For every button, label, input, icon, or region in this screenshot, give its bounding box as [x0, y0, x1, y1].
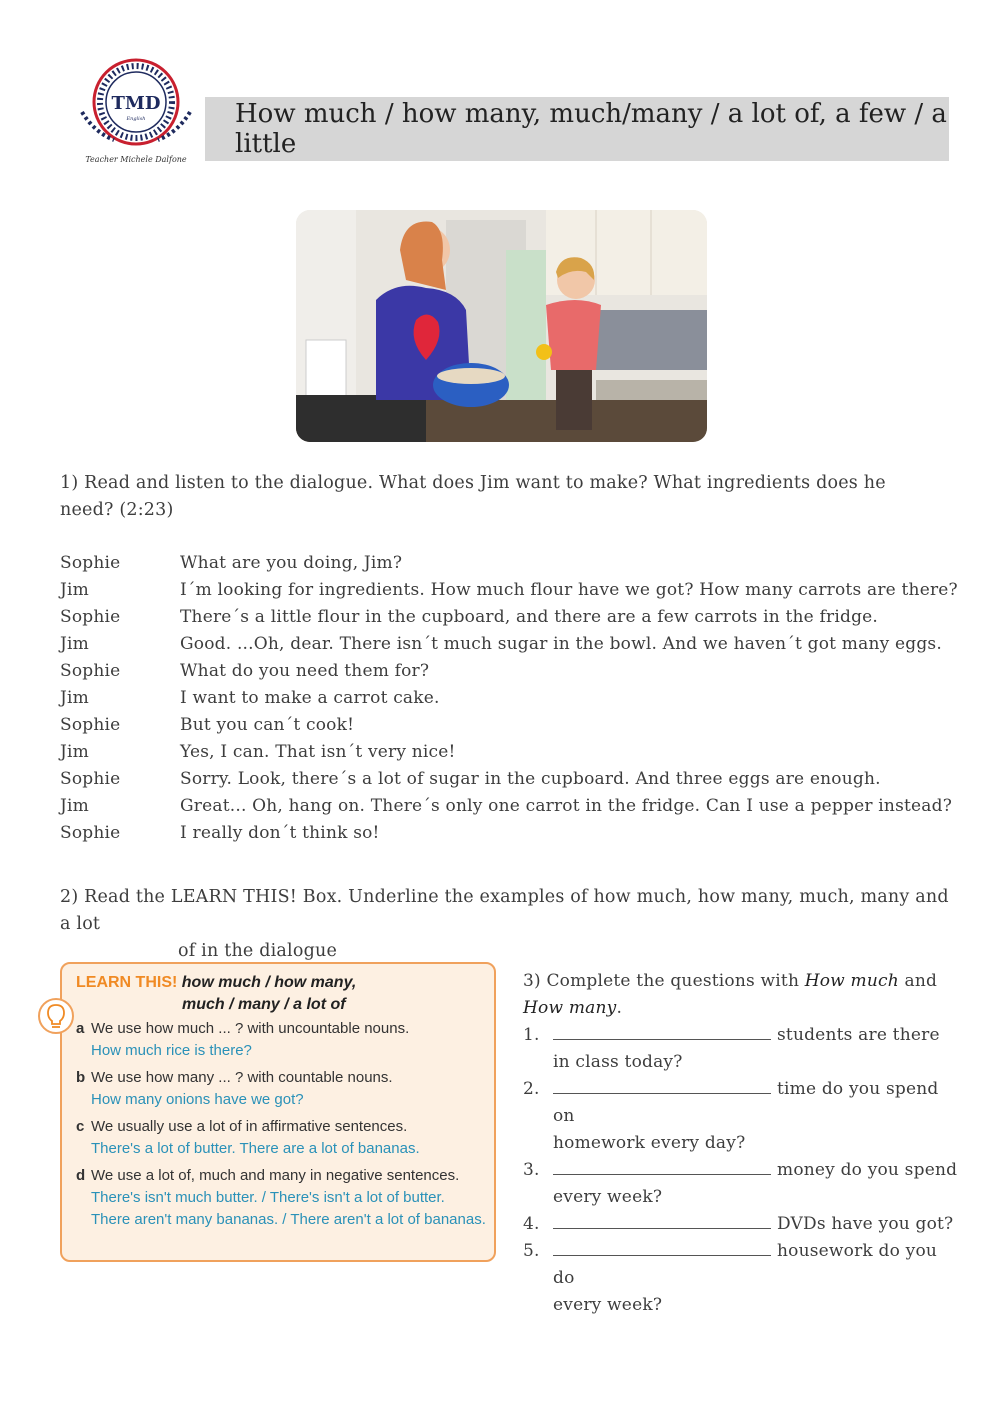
title-bar: [205, 97, 949, 161]
exercise-item: [523, 1238, 963, 1319]
lightbulb-icon: [36, 996, 76, 1036]
item-letter: c: [76, 1118, 85, 1135]
item-letter: a: [76, 1020, 85, 1037]
item-number: 5.: [523, 1241, 540, 1261]
speaker: Sophie: [60, 715, 121, 735]
speaker: Sophie: [60, 769, 121, 789]
speaker: Sophie: [60, 661, 121, 681]
logo-sub: English: [126, 116, 146, 122]
learn-box-label: LEARN THIS!: [76, 974, 178, 991]
learn-item: [76, 1018, 486, 1062]
dialogue-line: [60, 766, 960, 793]
item-letter: d: [76, 1167, 86, 1184]
speaker: Jim: [60, 796, 89, 816]
item-example: There's isn't much butter. / There's isn't a lot of butter. There aren't many bananas. / There aren't a lot of bananas.: [91, 1189, 486, 1228]
page-title: How much / how many, much/many / a lot of, a few / a little: [235, 99, 947, 159]
answer-blank[interactable]: [553, 1158, 771, 1175]
speaker: Sophie: [60, 823, 121, 843]
answer-blank[interactable]: [553, 1077, 771, 1094]
dialogue-line: [60, 739, 960, 766]
learn-item: [76, 1165, 486, 1231]
line-text: Yes, I can. That isn´t very nice!: [180, 742, 456, 762]
line-text: There´s a little flour in the cupboard, and there are a few carrots in the fridge.: [180, 607, 879, 627]
item-rule: We use a lot of, much and many in negative sentences.: [91, 1167, 460, 1184]
item-number: 1.: [523, 1025, 540, 1045]
dialogue-line: [60, 685, 960, 712]
line-text: What are you doing, Jim?: [180, 553, 403, 573]
item-text: money do you spend: [777, 1160, 958, 1180]
speaker: Sophie: [60, 553, 121, 573]
item-text: housework do you do: [553, 1241, 938, 1288]
item-text: time do you spend on: [553, 1079, 939, 1126]
dialogue-line: [60, 550, 960, 577]
answer-blank[interactable]: [553, 1023, 771, 1040]
exercise-item: [523, 1211, 963, 1238]
item-cont: every week?: [553, 1295, 663, 1315]
dialogue-line: [60, 577, 960, 604]
exercise-item: [523, 1157, 963, 1211]
question-1: 1) Read and listen to the dialogue. What does Jim want to make? What ingredients does he need? (2:23): [60, 473, 886, 520]
exercise-3: [523, 968, 963, 1319]
line-text: Good. ...Oh, dear. There isn´t much sugar in the bowl. And we haven´t got many eggs.: [180, 634, 942, 654]
item-text: students are there: [777, 1025, 940, 1045]
line-text: I really don´t think so!: [180, 823, 380, 843]
tmd-logo: [74, 58, 198, 168]
speaker: Jim: [60, 580, 89, 600]
item-cont: every week?: [553, 1187, 663, 1207]
dialogue: [60, 550, 960, 847]
dialogue-line: [60, 793, 960, 820]
question-2: [60, 884, 960, 965]
answer-blank[interactable]: [553, 1212, 771, 1229]
exercise-item: [523, 1022, 963, 1076]
speaker: Sophie: [60, 607, 121, 627]
exercise-item: [523, 1076, 963, 1157]
item-number: 4.: [523, 1214, 540, 1234]
logo-text: TMD: [111, 93, 161, 114]
line-text: I´m looking for ingredients. How much flour have we got? How many carrots are there?: [180, 580, 958, 600]
learn-box-title-1: how much / how many,: [181, 974, 357, 991]
dialogue-line: [60, 712, 960, 739]
item-cont: in class today?: [553, 1052, 683, 1072]
learn-item: [76, 1067, 486, 1111]
item-letter: b: [76, 1069, 86, 1086]
kitchen-photo: [296, 210, 707, 442]
item-number: 3.: [523, 1160, 540, 1180]
speaker: Jim: [60, 742, 89, 762]
learn-this-box: [60, 962, 496, 1262]
logo-caption: Teacher Michele Dalfone: [85, 155, 187, 164]
how-much-text: How much: [804, 971, 899, 991]
and-text: and: [904, 971, 938, 991]
question-2-line1: 2) Read the LEARN THIS! Box. Underline the examples of how much, how many, much, many and a lot: [60, 887, 949, 934]
line-text: But you can´t cook!: [180, 715, 355, 735]
line-text: Great... Oh, hang on. There´s only one carrot in the fridge. Can I use a pepper instead?: [180, 796, 953, 816]
item-number: 2.: [523, 1079, 540, 1099]
exercise-3-instructions: [523, 968, 963, 1022]
learn-item: [76, 1116, 486, 1160]
speaker: Jim: [60, 688, 89, 708]
dialogue-line: [60, 658, 960, 685]
dialogue-line: [60, 604, 960, 631]
period-text: .: [616, 998, 623, 1018]
line-text: I want to make a carrot cake.: [180, 688, 440, 708]
line-text: What do you need them for?: [180, 661, 430, 681]
dialogue-line: [60, 820, 960, 847]
item-example: How much rice is there?: [91, 1042, 252, 1059]
item-cont: homework every day?: [553, 1133, 746, 1153]
learn-box-header: [76, 972, 356, 1016]
speaker: Jim: [60, 634, 89, 654]
question-2-line2: of in the dialogue: [178, 941, 338, 961]
dialogue-line: [60, 631, 960, 658]
item-example: How many onions have we got?: [91, 1091, 304, 1108]
answer-blank[interactable]: [553, 1239, 771, 1256]
item-rule: We use how many ... ? with countable nouns.: [91, 1069, 393, 1086]
learn-box-title-2: much / many / a lot of: [182, 996, 346, 1013]
instruction-text: 3) Complete the questions with: [523, 971, 800, 991]
item-rule: We usually use a lot of in affirmative sentences.: [91, 1118, 408, 1135]
item-text: DVDs have you got?: [777, 1214, 954, 1234]
line-text: Sorry. Look, there´s a lot of sugar in the cupboard. And three eggs are enough.: [180, 769, 881, 789]
how-many-text: How many: [523, 998, 617, 1018]
item-example: There's a lot of butter. There are a lot of bananas.: [91, 1140, 420, 1157]
item-rule: We use how much ... ? with uncountable nouns.: [91, 1020, 410, 1037]
